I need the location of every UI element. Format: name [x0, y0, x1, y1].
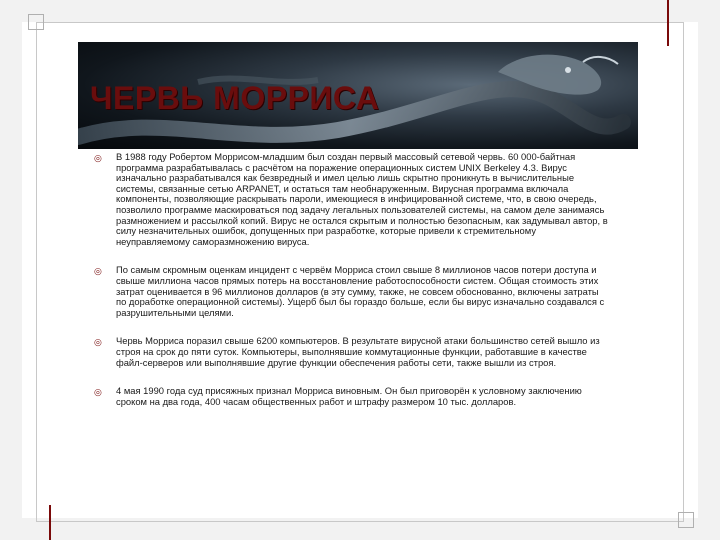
bullet-icon: ◎: [94, 388, 102, 399]
list-item: [90, 265, 610, 318]
accent-bar-bottom: [49, 505, 51, 540]
bullet-icon: ◎: [94, 338, 102, 349]
bullet-list: [90, 152, 610, 425]
accent-bar-top: [667, 0, 669, 46]
corner-mark-bottom-right: [678, 512, 694, 528]
list-item: [90, 152, 610, 247]
list-item: [90, 336, 610, 368]
list-item-text: По самым скромным оценкам инцидент с червём Морриса стоил свыше 8 миллионов часов потери доступа и свыше миллиона часов прямых потерь на восстановление работоспособности систем. Общая стоимость этих затрат оценивается в 96 миллионов долларов (в эту сумму, также, не совсем обоснованно, включены затраты по доработке операционной системы). Ущерб был бы гораздо больше, если бы вирус изначально создавался с разрушительными целями.: [116, 264, 605, 318]
bullet-icon: ◎: [94, 267, 102, 278]
slide-title: ЧЕРВЬ МОРРИСА: [90, 80, 380, 116]
bullet-icon: ◎: [94, 154, 102, 164]
corner-mark-top-left: [28, 14, 44, 30]
list-item-text: В 1988 году Робертом Моррисом-младшим был создан первый массовый сетевой червь. 60 000-байтная программа разрабатывалась с расчётом на поражение операционных систем UNIX Berkeley 4.3. Вирус изначально разрабатывался как безвредный и имел целью лишь скрытно проникнуть в вычислительные системы, связанные сетью ARPANET, и остаться там необнаруженным. Вирусная программа включала компоненты, позволяющие раскрывать пароли, имеющиеся в инфицированной системе, что, в свою очередь, позволило программе маскироваться под задачу легальных пользователей системы, на самом деле занимаясь размножением и рассылкой копий. Вирус не остался скрытым и полностью безопасным, как задумывал автор, в силу незначительных ошибок, допущенных при разработке, которые привели к стремительному неуправляемому саморазмножению вируса.: [116, 151, 608, 247]
list-item: [90, 386, 610, 407]
list-item-text: 4 мая 1990 года суд присяжных признал Морриса виновным. Он был приговорён к условному заключению сроком на два года, 400 часам общественных работ и штрафу размером 10 тыс. долларов.: [116, 385, 582, 407]
list-item-text: Червь Морриса поразил свыше 6200 компьютеров. В результате вирусной атаки большинство сетей вышло из строя на срок до пяти суток. Компьютеры, выполнявшие коммутационные функции, работавшие в качестве файл-серверов или выполнявшие другие функции обеспечения работы сети, также вышли из строя.: [116, 335, 600, 368]
